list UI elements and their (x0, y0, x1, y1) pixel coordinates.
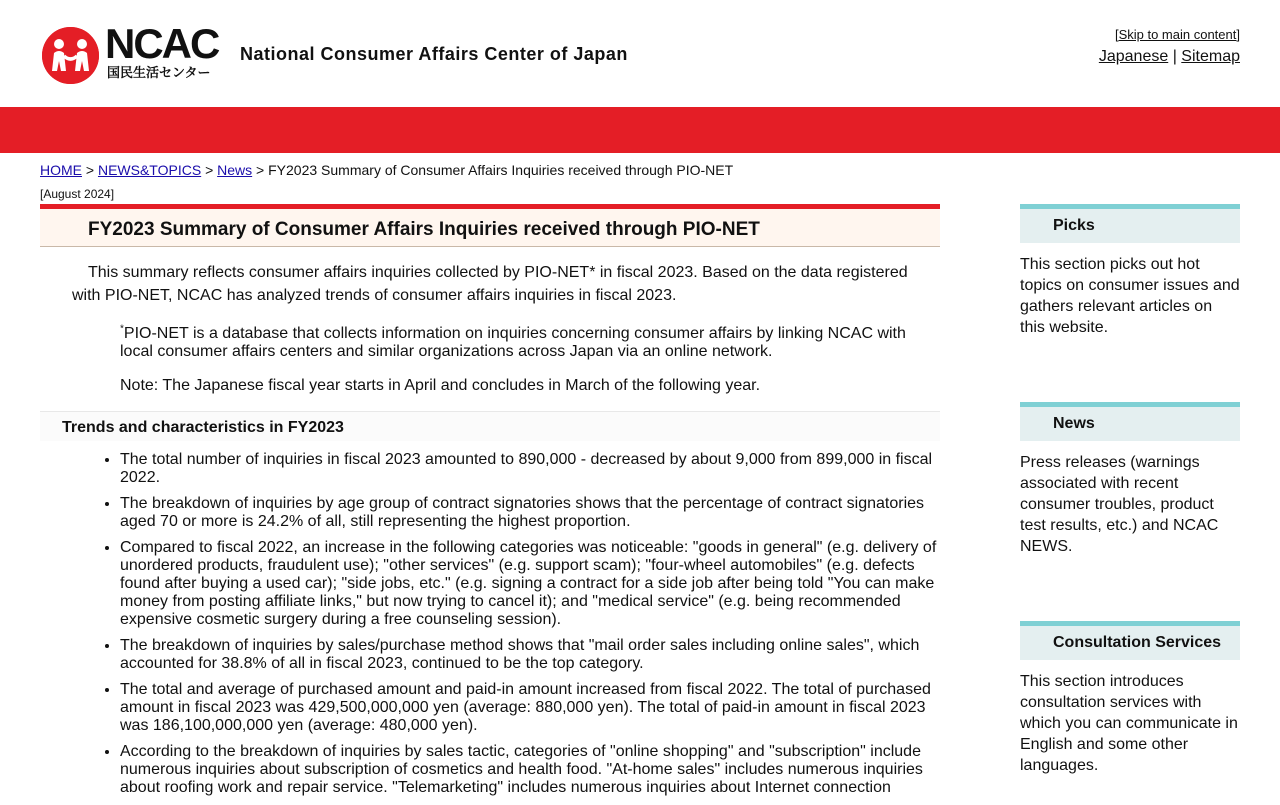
footnote-block (120, 325, 920, 395)
fiscal-year-note: Note: The Japanese fiscal year starts in April and concludes in March of the following year. (120, 377, 761, 394)
japanese-link[interactable]: Japanese (1098, 48, 1169, 65)
footnote-text: PIO-NET is a database that collects information on inquiries concerning consumer affairs by linking NCAC with local consumer affairs centers and similar organizations across Japan via an online network. (120, 325, 906, 360)
skip-link-wrapper: [Skip to main content] (1114, 27, 1240, 42)
logo-wordmark[interactable]: NCAC (105, 20, 219, 67)
global-nav-bar (0, 107, 1280, 153)
sidebar-picks-heading[interactable]: Picks (1020, 204, 1240, 243)
breadcrumb-separator: > (256, 162, 265, 178)
logo-figures-icon (42, 27, 99, 84)
breadcrumb (40, 162, 733, 178)
breadcrumb-separator: > (85, 162, 95, 178)
list-item: • The breakdown of inquiries by age group of contract signatories shows that the percentage of contract signatories aged 70 or more is 24.2% of all, still representing the highest proportion. (120, 495, 940, 531)
breadcrumb-separator: > (205, 162, 214, 178)
list-item: • The total and average of purchased amount and paid-in amount increased from fiscal 2022. The total of purchased amount in fiscal 2023 was 429,500,000,000 yen (average: 880,000 yen). The total of paid-in amount in fiscal 2023 was 186,100,000,000 yen (average: 480,000 yen). (120, 681, 940, 735)
list-item: • The breakdown of inquiries by sales/purchase method shows that "mail order sales including online sales", which accounted for 38.8% of all in fiscal 2023, continued to be the top category. (120, 637, 940, 673)
sidebar-picks-text: This section picks out hot topics on consumer issues and gathers relevant articles on this website. (1020, 256, 1240, 336)
breadcrumb-topics-link[interactable]: NEWS&TOPICS (97, 162, 202, 178)
sidebar-picks (1020, 204, 1240, 338)
footnote-paragraph (120, 325, 920, 361)
intro-paragraph: This summary reflects consumer affairs inquiries collected by PIO-NET* in fiscal 2023. Based on the data registered with PIO-NET, NCAC has analyzed trends of consumer affairs inquiries in fiscal 2023. (72, 264, 908, 304)
publish-date: [August 2024] (40, 187, 115, 201)
sidebar-consultation (1020, 621, 1240, 776)
sidebar-consultation-heading[interactable]: Consultation Services (1020, 621, 1240, 660)
organization-name: National Consumer Affairs Center of Japan (240, 44, 628, 64)
list-item: • The total number of inquiries in fiscal 2023 amounted to 890,000 - decreased by about 9,000 from 899,000 in fiscal 2022. (120, 451, 940, 487)
breadcrumb-current: FY2023 Summary of Consumer Affairs Inquiries received through PIO-NET (268, 162, 734, 178)
link-separator: | (1172, 48, 1177, 65)
breadcrumb-home-link[interactable]: HOME (40, 162, 82, 178)
page-title: FY2023 Summary of Consumer Affairs Inquiries received through PIO-NET (40, 204, 940, 247)
skip-to-main-link[interactable]: Skip to main content (1118, 27, 1237, 42)
main-content (40, 204, 940, 805)
footnote-mark: * (120, 323, 124, 335)
trends-list (40, 451, 940, 797)
site-header (0, 0, 1280, 107)
sidebar-news-text: Press releases (warnings associated with recent consumer troubles, product test results, etc.) and NCAC NEWS. (1020, 454, 1219, 555)
sidebar-consultation-text: This section introduces consultation services with which you can communicate in English and some other languages. (1020, 673, 1238, 774)
list-item: • According to the breakdown of inquiries by sales tactic, categories of "online shopping" and "subscription" include numerous inquiries about subscription of cosmetics and health food. "At-home sales" includes numerous inquiries about roofing work and repair service. "Telemarketing" includes numerous inquiries about Internet connection (120, 743, 940, 797)
sitemap-link[interactable]: Sitemap (1181, 48, 1240, 65)
logo-japanese-name: 国民生活センター (107, 66, 211, 81)
header-links (1099, 48, 1240, 66)
sidebar-news-heading[interactable]: News (1020, 402, 1240, 441)
section-heading: Trends and characteristics in FY2023 (40, 411, 940, 441)
breadcrumb-news-link[interactable]: News (217, 162, 253, 178)
list-item: • Compared to fiscal 2022, an increase in the following categories was noticeable: "goods in general" (e.g. delivery of unordered products, fraudulent use); "other services" (e.g. support scam); "four-wheel automobiles" (e.g. defects found after buying a used car); "side jobs, etc." (e.g. signing a contract for a side job after being told "You can make money from posting affiliate links," but now trying to cancel it); and "medical service" (e.g. being recommended expensive cosmetic surgery during a free counseling session). (120, 539, 940, 629)
ncac-logo-icon[interactable] (42, 27, 99, 84)
sidebar-news (1020, 402, 1240, 557)
